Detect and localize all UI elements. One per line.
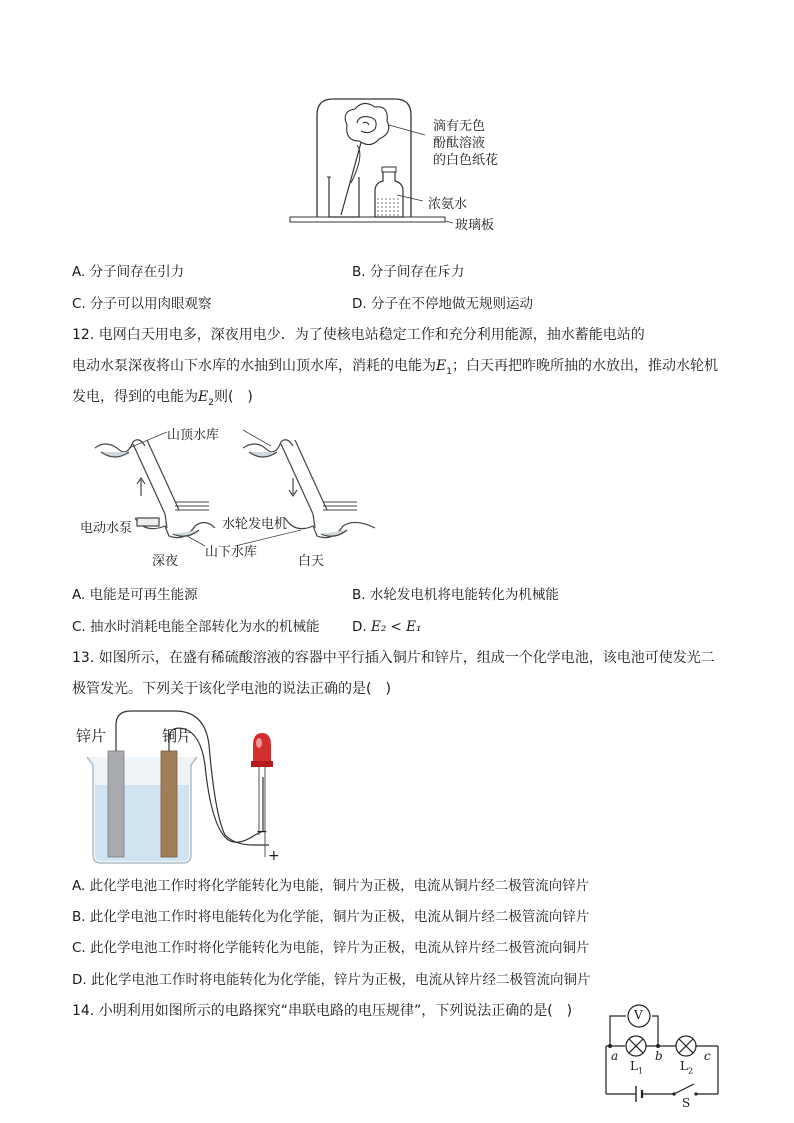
label-copper: 铜片 [162, 727, 193, 745]
node-c-label: c [704, 1049, 711, 1063]
paper-rose-icon [345, 103, 389, 144]
label-bottom-reservoir: 山下水库 [205, 545, 258, 560]
node-b-label: b [655, 1049, 663, 1063]
label-pump: 电动水泵 [80, 521, 133, 536]
glass-plate [290, 217, 445, 222]
label-plus: + [268, 848, 280, 864]
down-arrow-icon [289, 478, 297, 496]
switch-icon [674, 1084, 694, 1094]
copper-plate [161, 751, 177, 857]
switch-label: S [682, 1096, 691, 1110]
q13-option-d[interactable]: D. 此化学电池工作时将电能转化为化学能，锌片为正极，电流从锌片经二极管流向铜片 [72, 972, 591, 988]
q11-option-b[interactable]: B. 分子间存在斥力 [352, 264, 465, 280]
q12-option-a[interactable]: A. 电能是可再生能源 [72, 587, 198, 603]
rose-figure-label-glass: 玻璃板 [455, 218, 495, 233]
q11-option-d[interactable]: D. 分子在不停地做无规则运动 [352, 296, 533, 312]
rose-figure-label-ammonia: 浓氨水 [428, 197, 468, 212]
q11-option-a[interactable]: A. 分子间存在引力 [72, 264, 185, 280]
q12-option-c[interactable]: C. 抽水时消耗电能全部转化为水的机械能 [72, 619, 320, 635]
night-pipes [175, 502, 209, 510]
label-minus: − [256, 824, 268, 840]
label-top-reservoir: 山顶水库 [167, 428, 220, 443]
q12-stem-line3: 发电，得到的电能为$E_2$则( ) [72, 389, 253, 408]
q13-stem-line1: 13. 如图所示，在盛有稀硫酸溶液的容器中平行插入铜片和锌片，组成一个化学电池，该电池可使发光二 [72, 650, 715, 666]
label-turbine: 水轮发电机 [222, 517, 288, 532]
q12-stem-line2: 电动水泵深夜将山下水库的水抽到山顶水库，消耗的电能为$E_1$；白天再把昨晚所抽的水放出，推动水轮机 [72, 358, 718, 377]
flower-stem [341, 135, 363, 215]
label-zinc: 锌片 [76, 727, 107, 745]
label-night: 深夜 [152, 554, 179, 569]
bulb-l2-label: $L_2$ [680, 1059, 694, 1076]
q13-option-b[interactable]: B. 此化学电池工作时将电能转化为化学能，铜片为正极，电流从铜片经二极管流向锌片 [72, 909, 590, 925]
voltmeter-label: V [634, 1008, 643, 1022]
q14-stem-line1: 14. 小明利用如图所示的电路探究“串联电路的电压规律”，下列说法正确的是( ) [72, 1003, 573, 1019]
zinc-plate [108, 751, 124, 857]
label-day: 白天 [298, 554, 325, 569]
bulb-l1-label: $L_1$ [630, 1059, 644, 1076]
q13-option-c[interactable]: C. 此化学电池工作时将化学能转化为电能，锌片为正极，电流从锌片经二极管流向铜片 [72, 940, 590, 956]
q12-option-d[interactable]: D. E₂ < E₁ [352, 619, 422, 635]
rose-figure-label-flower: 滴有无色 酚酞溶液 的白色纸花 [433, 119, 499, 168]
ammonia-bottle [375, 171, 403, 217]
q13-stem-line2: 极管发光。下列关于该化学电池的说法正确的是( ) [72, 681, 391, 697]
day-pipes [323, 502, 357, 510]
q12-option-b[interactable]: B. 水轮发电机将电能转化为机械能 [352, 587, 559, 603]
q13-option-a[interactable]: A. 此化学电池工作时将化学能转化为电能，铜片为正极，电流从铜片经二极管流向锌片 [72, 878, 590, 894]
beaker [329, 177, 359, 217]
up-arrow-icon [137, 478, 145, 496]
q11-option-c[interactable]: C. 分子可以用肉眼观察 [72, 296, 212, 312]
node-a-label: a [611, 1049, 619, 1063]
q12-stem-line1: 12. 电网白天用电多，深夜用电少．为了使核电站稳定工作和充分利用能源，抽水蓄能电站的 [72, 327, 645, 343]
